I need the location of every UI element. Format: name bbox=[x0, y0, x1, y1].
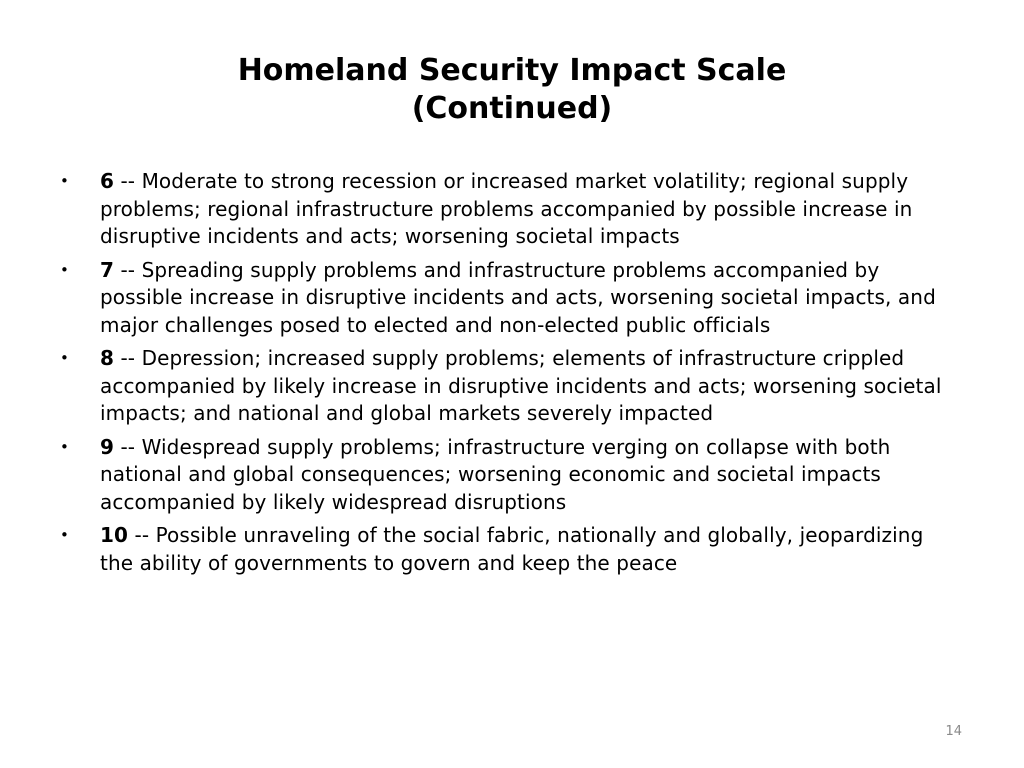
scale-level: 7 bbox=[100, 257, 115, 282]
bullet-icon: • bbox=[60, 260, 69, 279]
scale-description: -- Widespread supply problems; infrastructure verging on collapse with both national and global consequences; worsening economic and societal impacts accompanied by likely widespread disruptions bbox=[100, 434, 891, 514]
bullet-icon: • bbox=[60, 526, 69, 544]
scale-description: -- Depression; increased supply problems; elements of infrastructure crippled accompanied by likely increase in disruptive incidents and acts; worsening societal impacts; and national and global markets severely impacted bbox=[100, 346, 942, 425]
bullet-icon: • bbox=[60, 172, 69, 190]
bullet-icon: • bbox=[60, 349, 69, 367]
scale-level: 10 bbox=[100, 523, 129, 547]
scale-description: -- Possible unraveling of the social fabric, nationally and globally, jeopardizing the ability of governments to govern and keep the peace bbox=[100, 523, 924, 575]
page-number: 14 bbox=[945, 724, 962, 739]
scale-description: -- Spreading supply problems and infrastructure problems accompanied by possible increase in disruptive incidents and acts, worsening societal impacts, and major challenges posed to elected and non-elected public officials bbox=[100, 257, 936, 337]
impact-scale-list bbox=[56, 168, 961, 583]
bullet-icon: • bbox=[60, 437, 69, 456]
scale-description: -- Moderate to strong recession or increased market volatility; regional supply problems; regional infrastructure problems accompanied by possible increase in disruptive incidents and acts; worsening societal impacts bbox=[100, 169, 913, 248]
scale-level: 6 bbox=[100, 169, 115, 193]
scale-level: 8 bbox=[100, 346, 115, 370]
list-item-6 bbox=[56, 168, 961, 251]
list-item-8 bbox=[56, 345, 961, 428]
slide-title-line-1: Homeland Security Impact Scale bbox=[237, 53, 787, 88]
slide-title bbox=[110, 52, 914, 128]
slide-title-line-2: (Continued) bbox=[411, 91, 613, 126]
list-item-9 bbox=[56, 434, 961, 517]
list-item-7 bbox=[56, 257, 961, 340]
scale-level: 9 bbox=[100, 434, 115, 459]
list-item-10 bbox=[56, 522, 961, 577]
